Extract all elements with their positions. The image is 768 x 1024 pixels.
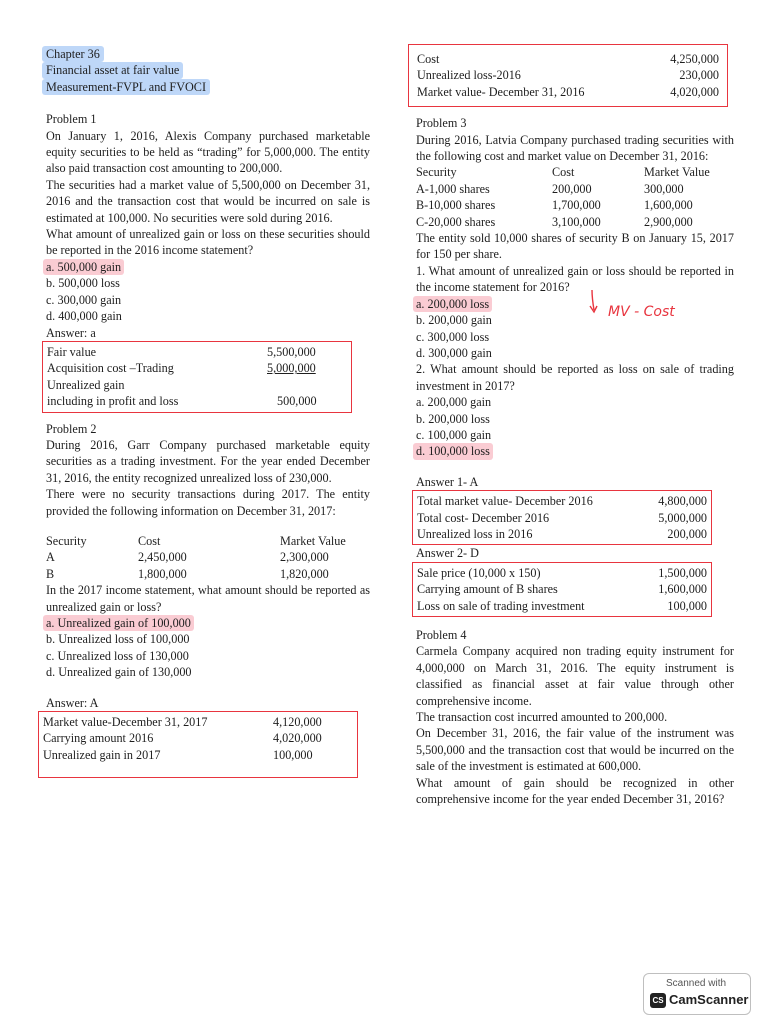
problem-1-title: Problem 1 (46, 112, 97, 127)
problem-3-q2-choice-a: a. 200,000 gain (416, 395, 492, 410)
badge-brand: CamScanner (669, 992, 749, 1007)
solution-value: 230,000 (679, 68, 719, 83)
problem-3-solution-box-1 (412, 490, 712, 545)
solution-label: Carrying amount 2016 (43, 731, 154, 746)
solution-label: Loss on sale of trading investment (417, 598, 585, 613)
problem-3-question-1: 1. What amount of unrealized gain or loss should be reported in the income statement for 2016? (416, 263, 734, 295)
table-cell: 1,800,000 (138, 566, 187, 581)
problem-2-para-1: During 2016, Garr Company purchased marketable equity securities as a trading investment. For the year ended December 31, 2016, the entity recognized unrealized loss of 230,000. (46, 437, 370, 485)
problem-1-question: What amount of unrealized gain or loss on these securities should be reported in the 2016 income statement? (46, 227, 370, 258)
badge-caption: Scanned with (666, 978, 727, 989)
solution-value: 5,000,000 (658, 510, 707, 525)
problem-2-continued-box (408, 44, 728, 107)
table-header: Market Value (644, 165, 710, 180)
solution-label: Carrying amount of B shares (417, 582, 558, 597)
table-cell: 3,100,000 (552, 214, 601, 229)
solution-label: including in profit and loss (47, 394, 179, 409)
solution-label: Acquisition cost –Trading (47, 361, 174, 376)
problem-2-choice-c: c. Unrealized loss of 130,000 (46, 648, 189, 663)
problem-3-answer-1: Answer 1- A (416, 474, 479, 489)
problem-2-solution-box (38, 711, 358, 778)
problem-3-question-2: 2. What amount should be reported as loss on sale of trading investment in 2017? (416, 362, 734, 393)
problem-2-choice-b: b. Unrealized loss of 100,000 (46, 632, 190, 647)
solution-value: 4,020,000 (273, 731, 322, 746)
problem-3-q1-choice-a: a. 200,000 loss (413, 296, 492, 312)
logo-text: CS (652, 996, 664, 1005)
solution-label: Fair value (47, 344, 97, 359)
problem-2-choice-a: a. Unrealized gain of 100,000 (43, 615, 194, 631)
solution-label: Unrealized loss in 2016 (417, 526, 533, 541)
solution-value: 4,250,000 (670, 52, 719, 66)
problem-4-para-1: Carmela Company acquired non trading equity instrument for 4,000,000 on March 31, 2016. The equity instrument is classified as financial asset at fair value through other comprehensive income. (416, 644, 734, 708)
table-cell: 200,000 (552, 181, 592, 196)
solution-label: Market value-December 31, 2017 (43, 715, 208, 730)
problem-2-question: In the 2017 income statement, what amount should be reported as unrealized gain or loss? (46, 583, 370, 614)
solution-label: Market value- December 31, 2016 (417, 84, 585, 99)
problem-1-choice-c: c. 300,000 gain (46, 292, 122, 307)
problem-3-answer-2: Answer 2- D (416, 546, 479, 561)
problem-3-q1-choice-d: d. 300,000 gain (416, 345, 492, 360)
solution-value: 1,600,000 (658, 582, 707, 597)
solution-value: 5,000,000 (267, 361, 316, 376)
solution-label: Total cost- December 2016 (417, 510, 550, 525)
chapter-measurement: Measurement-FVPL and FVOCI (42, 79, 210, 95)
problem-3-q2-choice-d: d. 100,000 loss (413, 443, 493, 459)
problem-2-choice-d: d. Unrealized gain of 130,000 (46, 665, 192, 680)
table-cell: 300,000 (644, 181, 684, 196)
solution-value: 1,500,000 (658, 565, 707, 580)
solution-label: Unrealized loss-2016 (417, 68, 521, 83)
camscanner-badge (643, 973, 751, 1015)
table-header: Security (416, 165, 457, 180)
problem-4-para-2: The transaction cost incurred amounted to 200,000. (416, 710, 668, 725)
problem-3-q1-choice-b: b. 200,000 gain (416, 313, 492, 328)
solution-label: Unrealized gain in 2017 (43, 747, 161, 762)
table-header: Cost (552, 165, 575, 180)
problem-2-title: Problem 2 (46, 421, 97, 436)
problem-3-q1-choice-c: c. 300,000 loss (416, 329, 490, 344)
table-cell: 2,450,000 (138, 550, 187, 565)
problem-4-title: Problem 4 (416, 628, 467, 642)
problem-3-solution-box-2 (412, 562, 712, 617)
problem-3-q1-choices (416, 296, 734, 362)
problem-3-para-1: During 2016, Latvia Company purchased trading securities with the following cost and market value on December 31, 2016: (416, 132, 734, 164)
solution-value: 100,000 (273, 747, 313, 762)
table-cell: 1,820,000 (280, 566, 329, 581)
problem-3-table (416, 164, 734, 230)
problem-1-para-2: The securities had a market value of 5,500,000 on December 31, 2016 and the transaction cost that would be incurred on sale is estimated at 100,000. No securities were sold during 2016. (46, 177, 370, 225)
problem-1-choice-b: b. 500,000 loss (46, 276, 120, 291)
solution-value: 200,000 (667, 526, 707, 541)
handwritten-note: MV - Cost (608, 303, 675, 320)
left-column (43, 46, 370, 778)
solution-value: 100,000 (667, 598, 707, 613)
camscanner-logo-icon (650, 993, 666, 1008)
problem-1-answer: Answer: a (46, 325, 96, 340)
chapter-title: Chapter 36 (42, 46, 104, 62)
table-cell: B (46, 566, 55, 581)
table-header: Cost (138, 533, 161, 548)
table-cell: C-20,000 shares (416, 214, 496, 229)
solution-value: 4,800,000 (658, 494, 707, 509)
problem-2-answer: Answer: A (46, 695, 99, 710)
solution-label: Total market value- December 2016 (417, 494, 593, 509)
solution-value: 4,020,000 (670, 84, 719, 99)
table-cell: B-10,000 shares (416, 198, 496, 213)
problem-4-para-3: On December 31, 2016, the fair value of the instrument was 5,500,000 and the transaction cost that would be incurred on the sale of the investment is estimated at 600,000. (416, 726, 734, 774)
problem-3-title: Problem 3 (416, 116, 467, 131)
table-cell: 1,700,000 (552, 198, 601, 213)
solution-label: Unrealized gain (47, 377, 125, 392)
problem-1-choice-a: a. 500,000 gain (43, 259, 124, 275)
problem-2-para-2: There were no security transactions during 2017. The entity provided the following information on December 31, 2017: (46, 487, 370, 518)
problem-1-choice-d: d. 400,000 gain (46, 309, 122, 324)
solution-value: 4,120,000 (273, 715, 322, 730)
problem-1-para-1: On January 1, 2016, Alexis Company purchased marketable equity securities to be held as “trading” for 5,000,000. The entity also paid transaction cost amounting to 200,000. (46, 128, 370, 176)
table-cell: A (46, 550, 55, 565)
problem-1-solution-box (42, 341, 352, 413)
table-header: Market Value (280, 533, 346, 548)
solution-label: Cost (417, 52, 440, 66)
chapter-header (46, 46, 370, 95)
problem-3-para-2: The entity sold 10,000 shares of security B on January 15, 2017 for 150 per share. (416, 231, 734, 262)
problem-2-table (46, 533, 370, 582)
solution-value: 5,500,000 (267, 344, 316, 359)
table-cell: 2,900,000 (644, 214, 693, 229)
table-cell: A-1,000 shares (416, 181, 490, 196)
problem-3-q2-choice-b: b. 200,000 loss (416, 411, 490, 426)
chapter-subtitle: Financial asset at fair value (42, 62, 183, 78)
solution-value: 500,000 (277, 394, 317, 409)
problem-4-question: What amount of gain should be recognized in other comprehensive income for the year ended December 31, 2016? (416, 775, 734, 807)
solution-label: Sale price (10,000 x 150) (417, 565, 541, 580)
right-column (416, 52, 734, 807)
table-cell: 2,300,000 (280, 550, 329, 565)
table-header: Security (46, 533, 87, 548)
problem-3-q2-choice-c: c. 100,000 gain (416, 427, 492, 442)
table-cell: 1,600,000 (644, 198, 693, 213)
